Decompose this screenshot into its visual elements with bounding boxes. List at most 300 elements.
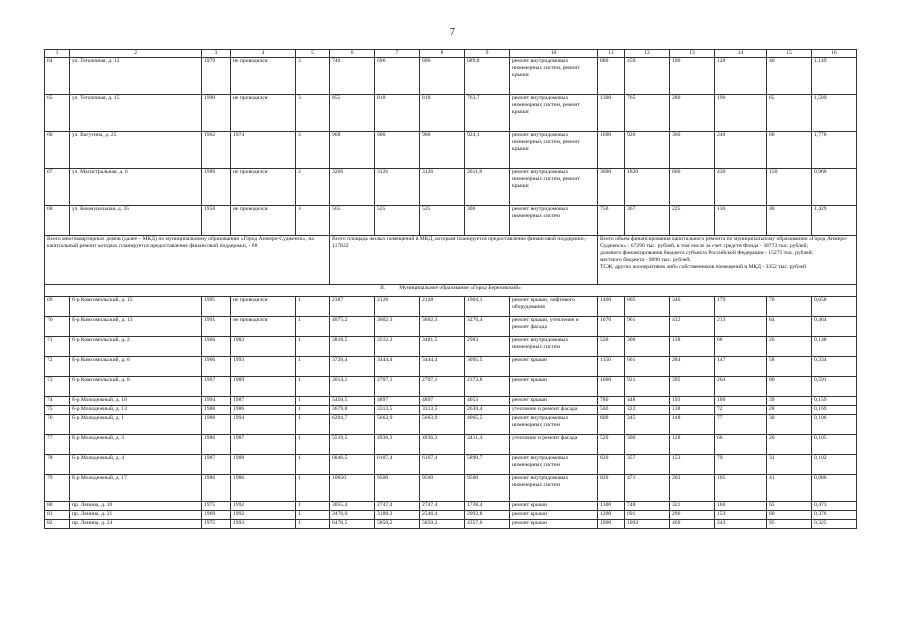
table-cell: не проводился xyxy=(231,95,296,132)
table-cell: 1600 xyxy=(598,132,625,169)
column-number: 9 xyxy=(465,50,510,58)
table-cell: 1995 xyxy=(202,297,231,317)
table-cell: б-р Комсомольский, д. 8 xyxy=(70,377,202,397)
table-cell: 4075,2 xyxy=(330,317,375,337)
table-cell: 2747,4 xyxy=(375,502,420,511)
table-cell: 924,1 xyxy=(465,132,510,169)
table-cell: б-р Молодежный, д. 1 xyxy=(70,415,202,435)
table-cell: 4053 xyxy=(465,397,510,406)
housing-table xyxy=(44,49,857,529)
column-number: 4 xyxy=(231,50,296,58)
summary-area: Всего площадь жилых помещений в МКД, которым планируется предоставление финансовой поддержки,- 117822 xyxy=(330,236,598,285)
table-cell: 9500 xyxy=(375,475,420,502)
table-cell: 6107,4 xyxy=(375,455,420,475)
table-cell: 1,589 xyxy=(812,95,857,132)
table-cell: 1990 xyxy=(202,95,231,132)
table-cell: 0,464 xyxy=(812,317,857,337)
table-cell: 0,591 xyxy=(812,377,857,397)
table-cell: 600 xyxy=(670,169,715,206)
table-cell: 921 xyxy=(625,377,670,397)
table-cell: ремонт крыши xyxy=(510,377,598,397)
table-cell: 243 xyxy=(715,520,767,529)
table-cell: 0,334 xyxy=(812,357,857,377)
table-cell: пр. Ленина, д. 10 xyxy=(70,502,202,511)
table-cell: 765 xyxy=(625,95,670,132)
table-cell: 0,473 xyxy=(812,502,857,511)
table-cell: 28 xyxy=(767,406,812,415)
table-cell: 1974 xyxy=(231,132,296,169)
table-cell: 1986 xyxy=(202,475,231,502)
table-cell: 95 xyxy=(767,520,812,529)
table-cell: 820 xyxy=(598,475,625,502)
table-cell: ул. Магистральная, д. 6 xyxy=(70,169,202,206)
table-cell: 3602,3 xyxy=(420,317,465,337)
table-cell: 48 xyxy=(767,206,812,236)
table-cell: пр. Ленина, д. 21 xyxy=(70,511,202,520)
table-cell: 6846,5 xyxy=(330,455,375,475)
table-cell: 69 xyxy=(45,297,70,317)
table-cell: 2611,8 xyxy=(465,169,510,206)
column-number: 10 xyxy=(510,50,598,58)
table-cell: 3014,1 xyxy=(330,377,375,397)
table-cell: ул. Тепличная, д. 15 xyxy=(70,95,202,132)
table-cell: 2747,4 xyxy=(420,502,465,511)
table-row xyxy=(45,297,857,317)
table-cell: 100 xyxy=(715,397,767,406)
table-cell: 2387 xyxy=(330,297,375,317)
table-cell: 68 xyxy=(45,206,70,236)
table-cell: 153 xyxy=(670,455,715,475)
table-cell: утепление и ремонт фасада xyxy=(510,406,598,415)
table-cell: 300 xyxy=(625,435,670,455)
table-cell: 525 xyxy=(420,206,465,236)
table-cell: 78 xyxy=(45,455,70,475)
table-cell: 961 xyxy=(625,317,670,337)
table-cell: 0,658 xyxy=(812,297,857,317)
table-cell: ремонт крыши xyxy=(510,357,598,377)
table-cell: 31 xyxy=(767,455,812,475)
table-row xyxy=(45,502,857,511)
column-number: 2 xyxy=(70,50,202,58)
table-cell: 3313,5 xyxy=(420,406,465,415)
table-cell: 3476,9 xyxy=(330,511,375,520)
table-cell: 0,376 xyxy=(812,511,857,520)
table-cell: 1989 xyxy=(202,169,231,206)
table-cell: 65 xyxy=(45,95,70,132)
summary-finance: Всего объем финансирования капитального ремонта по муниципальному образованию «Город Анжеро-Судженск» - 67290 тыс. рублей, в том числе за счет средств Фонда - 38773 тыс. рублей; долевого финансирования бюджета субъекта Российской Федерации - 15275 тыс. рублей; местного бюджета - 9890 тыс. рублей; ТСЖ, других кооперативов либо собственников помещений в МКД - 3352 тыс. рублей xyxy=(598,236,857,285)
table-cell: 5450,5 xyxy=(330,397,375,406)
table-row xyxy=(45,415,857,435)
table-cell: 520 xyxy=(598,337,625,357)
table-cell: 2546,4 xyxy=(420,511,465,520)
table-cell: 82 xyxy=(45,520,70,529)
table-cell: 2128 xyxy=(375,297,420,317)
table-cell: ремонт внутридомовых инженерных систем xyxy=(510,206,598,236)
table-cell: 900 xyxy=(420,132,465,169)
table-cell: 3 xyxy=(296,58,330,95)
table-cell: 5850,2 xyxy=(420,520,465,529)
table-cell: 1988 xyxy=(231,455,296,475)
table-cell: 696 xyxy=(375,58,420,95)
table-cell: 6107,4 xyxy=(420,455,465,475)
table-cell: пр. Ленина, д. 24 xyxy=(70,520,202,529)
table-cell: 2983 xyxy=(465,337,510,357)
table-cell: 345 xyxy=(625,415,670,435)
table-cell: 66 xyxy=(45,132,70,169)
table-cell: 2 xyxy=(296,169,330,206)
column-number: 16 xyxy=(812,50,857,58)
table-cell: 1150 xyxy=(598,357,625,377)
table-cell: не проводился xyxy=(231,317,296,337)
table-row xyxy=(45,475,857,502)
table-cell: 58 xyxy=(767,357,812,377)
table-cell: 1975 xyxy=(202,520,231,529)
table-cell: 1 xyxy=(296,357,330,377)
table-cell: 79 xyxy=(715,455,767,475)
table-cell: 1 xyxy=(296,415,330,435)
table-cell: 65 xyxy=(767,502,812,511)
table-cell: 1987 xyxy=(202,455,231,475)
table-cell: 3444,4 xyxy=(420,357,465,377)
table-cell: 560 xyxy=(598,406,625,415)
table-cell: 1 xyxy=(296,377,330,397)
column-number: 3 xyxy=(202,50,231,58)
table-row xyxy=(45,406,857,415)
table-cell: 1966 xyxy=(202,357,231,377)
table-cell: не проводился xyxy=(231,206,296,236)
table-cell: 1093 xyxy=(625,520,670,529)
table-cell: 805 xyxy=(625,297,670,317)
table-cell: 360 xyxy=(670,132,715,169)
table-cell: 105 xyxy=(715,475,767,502)
table-cell: 5890,7 xyxy=(465,455,510,475)
table-cell: 2630,4 xyxy=(465,406,510,415)
table-cell: 3313,5 xyxy=(375,406,420,415)
table-cell: б-р Молодежный, д. 3 xyxy=(70,435,202,455)
table-cell: 147 xyxy=(715,357,767,377)
table-cell: 1 xyxy=(296,502,330,511)
table-cell: 67 xyxy=(45,169,70,206)
table-cell: 450 xyxy=(625,58,670,95)
table-cell: 66 xyxy=(715,337,767,357)
column-number: 15 xyxy=(767,50,812,58)
table-cell: 1966 xyxy=(202,337,231,357)
table-cell: ремонт внутридомовых инженерных систем xyxy=(510,415,598,435)
column-number: 1 xyxy=(45,50,70,58)
table-cell: ремонт крыши, утепление и ремонт фасада xyxy=(510,317,598,337)
table-cell: 9500 xyxy=(420,475,465,502)
table-cell: 153 xyxy=(715,511,767,520)
table-cell: 661 xyxy=(625,357,670,377)
table-cell: 1670 xyxy=(598,317,625,337)
table-cell: 3444,4 xyxy=(375,357,420,377)
table-cell: б-р Комсомольский, д. 13 xyxy=(70,317,202,337)
table-cell: 3 xyxy=(296,132,330,169)
column-number: 7 xyxy=(375,50,420,58)
table-cell: 240 xyxy=(715,132,767,169)
table-cell: 26 xyxy=(767,435,812,455)
table-cell: 75 xyxy=(45,406,70,415)
table-cell: 1,778 xyxy=(812,132,857,169)
table-cell: 2092,8 xyxy=(465,511,510,520)
table-cell: 81 xyxy=(45,511,70,520)
table-cell: ул. Тепличная, д. 12 xyxy=(70,58,202,95)
table-cell: 1987 xyxy=(231,397,296,406)
table-cell: 1300 xyxy=(598,502,625,511)
table-cell: 620 xyxy=(598,455,625,475)
table-row xyxy=(45,455,857,475)
table-cell: ремонт внутридомовых инженерных систем xyxy=(510,475,598,502)
table-cell: 1820 xyxy=(625,169,670,206)
table-cell: 3055,4 xyxy=(330,502,375,511)
column-number-row xyxy=(45,50,857,58)
section-title: II. Муниципальное образование «Город Березовский» xyxy=(45,285,857,297)
table-cell: 3095,5 xyxy=(465,357,510,377)
table-cell: 4897 xyxy=(420,397,465,406)
table-cell: 800 xyxy=(598,58,625,95)
table-cell: 1967 xyxy=(202,377,231,397)
table-cell: 3126 xyxy=(375,169,420,206)
table-cell: 66 xyxy=(715,435,767,455)
table-cell: ремонт внутридомовых инженерных систем, ремонт крыши xyxy=(510,169,598,206)
table-cell: 3512,3 xyxy=(375,337,420,357)
table-cell: 5850,2 xyxy=(375,520,420,529)
table-cell: 296 xyxy=(670,511,715,520)
table-row xyxy=(45,397,857,406)
table-cell: 968 xyxy=(330,132,375,169)
table-cell: 79 xyxy=(45,475,70,502)
table-cell: 3 xyxy=(296,206,330,236)
table-cell: 740 xyxy=(330,58,375,95)
table-cell: 76 xyxy=(45,415,70,435)
table-cell: 40 xyxy=(767,58,812,95)
table-cell: 689,8 xyxy=(465,58,510,95)
table-cell: ремонт внутридомовых инженерных систем, ремонт крыши xyxy=(510,132,598,169)
table-cell: 3481,5 xyxy=(420,337,465,357)
table-row xyxy=(45,169,857,206)
table-cell: 1991 xyxy=(202,317,231,337)
table-cell: ул. Коммунальная, д. 35 xyxy=(70,206,202,236)
table-cell: 4897 xyxy=(375,397,420,406)
table-cell: б-р Комсомольский, д. 2 xyxy=(70,337,202,357)
table-row xyxy=(45,511,857,520)
table-cell: 1 xyxy=(296,397,330,406)
table-cell: 1738,4 xyxy=(465,502,510,511)
table-cell: 128 xyxy=(670,337,715,357)
table-cell: 0,960 xyxy=(812,169,857,206)
column-number: 12 xyxy=(625,50,670,58)
column-number: 14 xyxy=(715,50,767,58)
table-cell: 1 xyxy=(296,337,330,357)
table-cell: 70 xyxy=(45,317,70,337)
table-cell: 1988 xyxy=(202,406,231,415)
table-cell: 520 xyxy=(598,435,625,455)
table-cell: 0,325 xyxy=(812,520,857,529)
table-cell: ремонт крыши xyxy=(510,502,598,511)
table-row xyxy=(45,520,857,529)
table-cell: 190 xyxy=(670,58,715,95)
table-cell: 1300 xyxy=(598,95,625,132)
table-cell: 3818,5 xyxy=(330,337,375,357)
table-cell: 120 xyxy=(715,58,767,95)
table-row xyxy=(45,95,857,132)
table-cell: 6470,5 xyxy=(330,520,375,529)
table-cell: 1987 xyxy=(231,435,296,455)
table-cell: 284 xyxy=(670,357,715,377)
table-cell: ремонт крыши xyxy=(510,520,598,529)
table-cell: 0,159 xyxy=(812,397,857,406)
table-cell: утепление и ремонт фасада xyxy=(510,435,598,455)
table-cell: 80 xyxy=(767,132,812,169)
table-cell: 471 xyxy=(625,475,670,502)
column-number: 8 xyxy=(420,50,465,58)
table-cell: 1962 xyxy=(202,132,231,169)
table-cell: 3000 xyxy=(598,169,625,206)
table-cell: 1986 xyxy=(231,475,296,502)
table-cell: 3411,4 xyxy=(465,435,510,455)
table-cell: 1988 xyxy=(202,415,231,435)
table-cell: 448 xyxy=(625,397,670,406)
table-row xyxy=(45,206,857,236)
table-cell: 1 xyxy=(296,317,330,337)
summary-row xyxy=(45,236,857,285)
table-cell: 469 xyxy=(670,520,715,529)
table-cell: 1 xyxy=(296,520,330,529)
table-cell: 3720,4 xyxy=(330,357,375,377)
table-row xyxy=(45,132,857,169)
table-cell: 818 xyxy=(375,95,420,132)
table-cell: 0,102 xyxy=(812,455,857,475)
table-cell: 2707,1 xyxy=(375,377,420,397)
table-cell: б-р Молодежный, д. 4 xyxy=(70,455,202,475)
table-cell: б-р Комсомольский, д. 15 xyxy=(70,297,202,317)
table-cell: ремонт внутридомовых инженерных систем xyxy=(510,455,598,475)
table-cell: не проводился xyxy=(231,297,296,317)
table-cell: 565 xyxy=(330,206,375,236)
table-cell: 10650 xyxy=(330,475,375,502)
table-cell: 193 xyxy=(670,397,715,406)
table-cell: 0,086 xyxy=(812,475,857,502)
table-cell: 3188,3 xyxy=(375,511,420,520)
table-cell: 1979 xyxy=(202,58,231,95)
table-cell: 1 xyxy=(296,511,330,520)
table-cell: 300 xyxy=(625,337,670,357)
table-cell: 73 xyxy=(45,377,70,397)
table-cell: 0,169 xyxy=(812,406,857,415)
column-number: 5 xyxy=(296,50,330,58)
table-row xyxy=(45,377,857,397)
table-cell: 9500 xyxy=(465,475,510,502)
table-cell: 71 xyxy=(45,337,70,357)
table-cell: 525 xyxy=(375,206,420,236)
table-cell: б-р Молодежный, д. 13 xyxy=(70,406,202,415)
table-cell: 395 xyxy=(670,377,715,397)
table-cell: 1994 xyxy=(202,397,231,406)
table-cell: 1 xyxy=(296,475,330,502)
table-cell: 5663,9 xyxy=(375,415,420,435)
table-cell: 4936,3 xyxy=(420,435,465,455)
table-cell: 1,429 xyxy=(812,206,857,236)
table-cell: 3126 xyxy=(420,169,465,206)
table-cell: 1993 xyxy=(231,520,296,529)
column-number: 11 xyxy=(598,50,625,58)
table-cell: 780 xyxy=(598,397,625,406)
column-number: 6 xyxy=(330,50,375,58)
table-cell: ремонт внутридомовых инженерных систем xyxy=(510,337,598,357)
table-cell: 5519,5 xyxy=(330,435,375,455)
table-cell: 1 xyxy=(296,406,330,415)
table-cell: 203 xyxy=(670,475,715,502)
table-cell: 3276,4 xyxy=(465,317,510,337)
table-cell: 138 xyxy=(670,406,715,415)
page-number: 7 xyxy=(450,27,455,38)
table-cell: 1975 xyxy=(202,502,231,511)
table-cell: ремонт крыши xyxy=(510,397,598,406)
table-cell: 2707,1 xyxy=(420,377,465,397)
table-cell: 1993 xyxy=(231,357,296,377)
table-cell: 1958 xyxy=(202,206,231,236)
table-cell: 691 xyxy=(625,511,670,520)
table-cell: 750 xyxy=(598,206,625,236)
table-cell: 0,106 xyxy=(812,415,857,435)
table-cell: б-р Молодежный, д. 10 xyxy=(70,397,202,406)
table-cell: 70 xyxy=(767,297,812,317)
table-cell: 3679,8 xyxy=(330,406,375,415)
table-cell: 1600 xyxy=(598,377,625,397)
table-cell: 60 xyxy=(767,511,812,520)
table-cell: 0,148 xyxy=(812,337,857,357)
table-row xyxy=(45,357,857,377)
table-cell: 148 xyxy=(670,415,715,435)
table-cell: 306 xyxy=(465,206,510,236)
table-cell: 179 xyxy=(715,297,767,317)
table-cell: 74 xyxy=(45,397,70,406)
table-cell: 367 xyxy=(625,206,670,236)
table-cell: 1994 xyxy=(231,415,296,435)
table-row xyxy=(45,317,857,337)
table-cell: 150 xyxy=(767,169,812,206)
column-number: 13 xyxy=(670,50,715,58)
table-cell: 110 xyxy=(715,206,767,236)
table-cell: 1986 xyxy=(202,435,231,455)
table-cell: 225 xyxy=(670,206,715,236)
table-cell: 920 xyxy=(625,132,670,169)
table-cell: ул. Вагутина, д. 25 xyxy=(70,132,202,169)
table-cell: 322 xyxy=(625,406,670,415)
table-cell: 30 xyxy=(767,415,812,435)
table-row xyxy=(45,435,857,455)
table-cell: 3602,3 xyxy=(375,317,420,337)
table-cell: 1 xyxy=(296,455,330,475)
table-cell: 2128 xyxy=(420,297,465,317)
table-cell: 166 xyxy=(715,502,767,511)
table-cell: 357 xyxy=(625,455,670,475)
table-cell: 1969 xyxy=(202,511,231,520)
table-cell: ремонт крыши, лифтового оборудования xyxy=(510,297,598,317)
table-cell: ремонт внутридомовых инженерных систем, ремонт крыши xyxy=(510,58,598,95)
table-cell: 213 xyxy=(715,317,767,337)
table-cell: 26 xyxy=(767,337,812,357)
section-heading-row xyxy=(45,285,857,297)
table-cell: 6204,7 xyxy=(330,415,375,435)
table-cell: 1983 xyxy=(231,337,296,357)
table-cell: 1400 xyxy=(598,297,625,317)
table-cell: 1992 xyxy=(231,502,296,511)
table-cell: 77 xyxy=(45,435,70,455)
table-cell: 748 xyxy=(625,502,670,511)
table-cell: 600 xyxy=(598,415,625,435)
table-cell: 39 xyxy=(767,397,812,406)
